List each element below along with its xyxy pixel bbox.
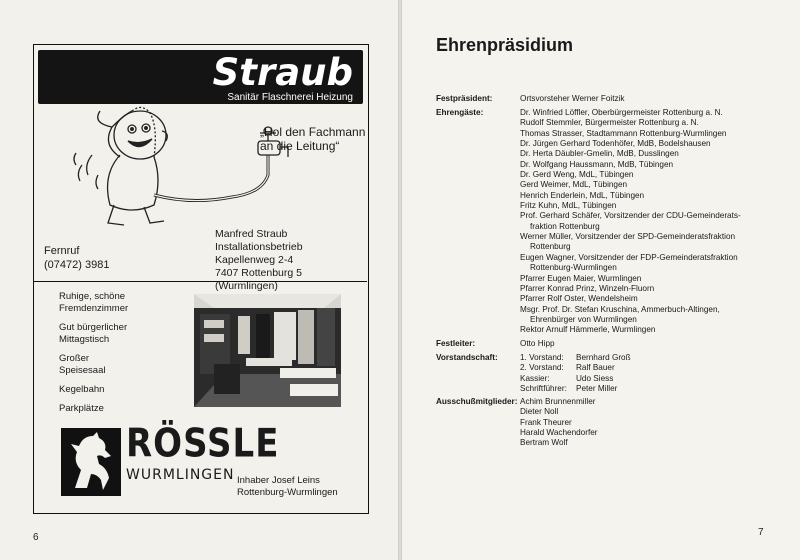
guest-line: Pfarrer Eugen Maier, Wurmlingen [520, 273, 642, 283]
slogan-line: an die Leitung“ [260, 139, 340, 153]
address-line: Kapellenweg 2-4 [215, 254, 294, 266]
board-role: Schriftführer: [520, 384, 567, 394]
page-number: 7 [758, 527, 764, 538]
guest-line: Gerd Weimer, MdL, Tübingen [520, 180, 628, 190]
ausschuss-list [520, 397, 598, 449]
guest-line: Werner Müller, Vorsitzender der SPD-Gemeinderatsfraktion [520, 232, 736, 242]
cartoon-man-illustration [62, 105, 292, 230]
festleiter-value: Otto Hipp [520, 339, 555, 348]
guest-line: Msgr. Prof. Dr. Stefan Kruschina, Ammerbuch-Altingen, [520, 304, 720, 314]
committee-member: Bertram Wolf [520, 438, 568, 448]
page-title: Ehrenpräsidium [436, 35, 574, 55]
amenity-line: Gut bürgerlicher [59, 322, 128, 333]
straub-subtitle: Sanitär Flaschnerei Heizung [227, 92, 353, 103]
guest-line: Rottenburg [530, 242, 571, 252]
ehrengaeste-list [520, 108, 741, 336]
board-member: Peter Miller [576, 384, 618, 394]
vorstandschaft-label: Vorstandschaft: [436, 353, 498, 362]
ausschuss-label: Ausschußmitglieder: [436, 397, 518, 406]
committee-member: Harald Wachendorfer [520, 428, 598, 438]
straub-header-bar [38, 50, 363, 104]
festpraesident-label: Festpräsident: [436, 94, 493, 103]
amenity-item [59, 384, 128, 396]
vorstandschaft-list [520, 353, 631, 394]
address-line: Installationsbetrieb [215, 241, 303, 253]
guest-line: Rektor Arnulf Hämmerle, Wurmlingen [520, 325, 656, 335]
advertisement-box [33, 44, 369, 514]
guest-line: Dr. Wolfgang Haussmann, MdB, Tübingen [520, 159, 674, 169]
address-line: Manfred Straub [215, 228, 288, 240]
owner-line: Inhaber Josef Leins [237, 475, 320, 486]
board-member: Bernhard Groß [576, 353, 631, 362]
board-row [520, 353, 631, 363]
amenity-item [59, 291, 128, 315]
guest-line: Dr. Gerd Weng, MdL, Tübingen [520, 170, 634, 180]
guest-line: Henrich Enderlein, MdL, Tübingen [520, 190, 645, 200]
amenity-line: Großer [59, 353, 90, 364]
amenity-item [59, 353, 128, 377]
roessle-owner [237, 475, 338, 499]
amenity-line: Mittagstisch [59, 334, 110, 345]
owner-line: Rottenburg-Wurmlingen [237, 487, 338, 498]
restaurant-interior-photo [194, 294, 341, 407]
guest-line: fraktion Rottenburg [530, 221, 600, 231]
address-line: 7407 Rottenburg 5 (Wurmlingen) [215, 267, 302, 292]
straub-slogan [260, 125, 365, 153]
guest-line: Thomas Strasser, Stadtammann Rottenburg-Wurmlingen [520, 128, 727, 138]
guest-line: Pfarrer Rolf Oster, Wendelsheim [520, 294, 638, 304]
board-role: 2. Vorstand: [520, 363, 564, 373]
straub-advertisement [34, 45, 367, 292]
amenities-list [59, 291, 128, 422]
board-member: Udo Siess [576, 373, 614, 383]
left-page [0, 0, 398, 560]
guest-line: Pfarrer Konrad Prinz, Winzeln-Fluorn [520, 283, 655, 293]
guest-line: Dr. Winfried Löffler, Oberbürgermeister Rottenburg a. N. [520, 108, 723, 117]
amenity-line: Speisesaal [59, 365, 106, 376]
committee-member: Dieter Noll [520, 407, 559, 417]
board-row [520, 384, 631, 394]
amenity-item [59, 403, 128, 415]
amenity-line: Ruhige, schöne [59, 291, 126, 302]
page-number: 6 [33, 532, 39, 543]
guest-line: Rottenburg-Wurmlingen [530, 263, 617, 273]
board-member: Ralf Bauer [576, 363, 615, 373]
phone-label: Fernruf [44, 245, 80, 257]
roessle-advertisement [34, 281, 367, 513]
rearing-horse-icon [61, 428, 121, 496]
straub-logo: Straub [212, 51, 353, 94]
board-role: Kassier: [520, 373, 550, 383]
committee-member: Achim Brunnenmiller [520, 397, 596, 406]
guest-line: Eugen Wagner, Vorsitzender der FDP-Gemeinderatsfraktion [520, 252, 738, 262]
guest-line: Dr. Jürgen Gerhard Todenhöfer, MdB, Bodelshausen [520, 139, 711, 149]
straub-phone [44, 244, 109, 272]
festleiter-label: Festleiter: [436, 339, 476, 348]
festpraesident-value: Ortsvorsteher Werner Foitzik [520, 94, 625, 103]
board-row [520, 374, 631, 384]
slogan-line: „Hol den Fachmann [260, 125, 366, 139]
guest-line: Rudolf Stemmler, Bürgermeister Rottenburg a. N. [520, 118, 699, 128]
ehrengaeste-label: Ehrengäste: [436, 108, 484, 117]
guest-line: Ehrenbürger von Wurmlingen [530, 314, 637, 324]
board-role: 1. Vorstand: [520, 353, 564, 362]
amenity-item [59, 322, 128, 346]
guest-line: Dr. Herta Däubler-Gmelin, MdB, Dusslingen [520, 149, 679, 159]
guest-line: Fritz Kuhn, MdL, Tübingen [520, 201, 617, 211]
roessle-town: WURMLINGEN [126, 467, 235, 483]
board-row [520, 363, 631, 373]
committee-member: Frank Theurer [520, 417, 572, 427]
amenity-line: Fremdenzimmer [59, 303, 129, 314]
right-page [402, 0, 800, 560]
amenity-line: Kegelbahn [59, 384, 105, 395]
guest-line: Prof. Gerhard Schäfer, Vorsitzender der CDU-Gemeinderats- [520, 211, 741, 221]
phone-number: (07472) 3981 [44, 259, 110, 271]
roessle-name: RÖSSLE [126, 420, 280, 467]
amenity-line: Parkplätze [59, 403, 104, 414]
